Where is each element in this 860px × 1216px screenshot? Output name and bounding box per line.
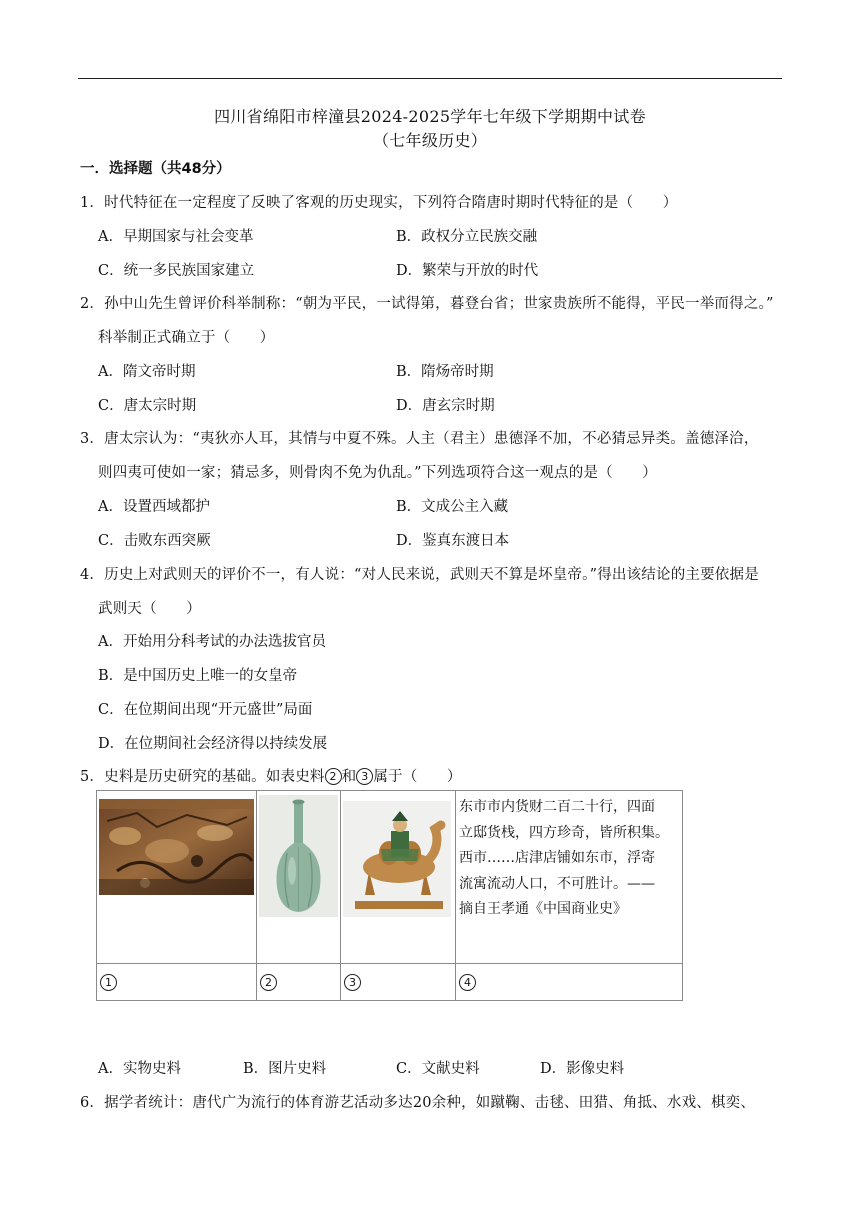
q3-option-b: B．文成公主入藏	[396, 499, 509, 515]
q4-option-c: C．在位期间出现“开元盛世”局面	[98, 702, 313, 718]
source-text-line: 流寓流动人口，不可胜计。——	[459, 875, 655, 892]
section-heading: 一．选择题（共48分）	[80, 161, 231, 177]
camel-rider-figurine-image	[341, 791, 455, 921]
question-2-stem-line2: 科举制正式确立于（ ）	[98, 330, 275, 346]
q5-source-mark-2: 2	[325, 768, 342, 785]
q2-option-a: A．隋文帝时期	[98, 364, 196, 380]
source-cell-2	[257, 791, 341, 964]
question-3-stem-line2: 则四夷可使如一家；猜忌多，则骨肉不免为仇乱。”下列选项符合这一观点的是（ ）	[98, 465, 657, 481]
circled-number-4: 4	[459, 974, 476, 991]
source-text-line: 立邸货栈，四方珍奇，皆所积集。	[459, 824, 669, 841]
question-1-stem: 1．时代特征在一定程度了反映了客观的历史现实，下列符合隋唐时期时代特征的是（ ）	[80, 195, 678, 211]
question-6-stem: 6．据学者统计：唐代广为流行的体育游艺活动多达20余种，如蹴鞠、击毬、田猎、角抵、水戏、棋奕、	[80, 1095, 756, 1111]
source-text-line: 摘自王孝通《中国商业史》	[459, 901, 627, 918]
exam-title: 四川省绵阳市梓潼县2024-2025学年七年级下学期期中试卷	[214, 107, 646, 126]
question-4-stem-line2: 武则天（ ）	[98, 601, 201, 617]
source-number-3	[341, 964, 456, 1001]
q2-option-b: B．隋炀帝时期	[396, 364, 494, 380]
mural-painting-image	[97, 791, 256, 901]
question-4-stem-line1: 4．历史上对武则天的评价不一，有人说：“对人民来说，武则天不算是坏皇帝。”得出该结论的主要依据是	[80, 567, 759, 583]
q1-option-c: C．统一多民族国家建立	[98, 263, 255, 279]
q5-option-c: C．文献史料	[396, 1061, 480, 1077]
q3-option-c: C．击败东西突厥	[98, 533, 211, 549]
question-2-stem-line1: 2．孙中山先生曾评价科举制称：“朝为平民，一试得第，暮登台省；世家贵族所不能得，平民一举而得之。”	[80, 296, 774, 312]
q2-option-c: C．唐太宗时期	[98, 398, 197, 414]
question-3-stem-line1: 3．唐太宗认为：“夷狄亦人耳，其情与中夏不殊。人主（君主）患德泽不加，不必猜忌异类。盖德泽洽，	[80, 431, 759, 447]
source-text-line: 西市……店津店铺如东市，浮寄	[459, 850, 655, 867]
source-cell-1	[97, 791, 257, 964]
q4-option-b: B．是中国历史上唯一的女皇帝	[98, 668, 298, 684]
q5-option-b: B．图片史料	[243, 1061, 327, 1077]
q2-option-d: D．唐玄宗时期	[396, 398, 495, 414]
celadon-vase-image	[257, 791, 340, 921]
q4-option-a: A．开始用分科考试的办法选拔官员	[98, 634, 326, 650]
top-rule	[78, 78, 782, 79]
source-cell-4	[456, 791, 683, 964]
q1-option-a: A．早期国家与社会变革	[98, 229, 254, 245]
q5-source-mark-3: 3	[356, 768, 373, 785]
q1-option-d: D．繁荣与开放的时代	[396, 263, 539, 279]
circled-number-1: 1	[100, 974, 117, 991]
exam-subtitle: （七年级历史）	[372, 131, 488, 150]
source-cell-3	[341, 791, 456, 964]
q5-option-a: A．实物史料	[98, 1061, 181, 1077]
q5-stem-part2: 和	[341, 769, 357, 785]
q4-option-d: D．在位期间社会经济得以持续发展	[98, 736, 328, 752]
q1-option-b: B．政权分立民族交融	[396, 229, 538, 245]
circled-number-2: 2	[260, 974, 277, 991]
q5-stem-part1: 5．史料是历史研究的基础。如表史料	[80, 769, 325, 785]
q3-option-d: D．鉴真东渡日本	[396, 533, 510, 549]
source-number-2	[257, 964, 341, 1001]
q5-option-d: D．影像史料	[540, 1061, 625, 1077]
question-5-stem	[80, 765, 462, 786]
source-number-1	[97, 964, 257, 1001]
q5-stem-part3: 属于（ ）	[373, 769, 462, 785]
source-table	[96, 790, 683, 1001]
source-number-4	[456, 964, 683, 1001]
q3-option-a: A．设置西域都护	[98, 499, 210, 515]
source-text-line: 东市市内货财二百二十行，四面	[459, 799, 655, 815]
circled-number-3: 3	[344, 974, 361, 991]
